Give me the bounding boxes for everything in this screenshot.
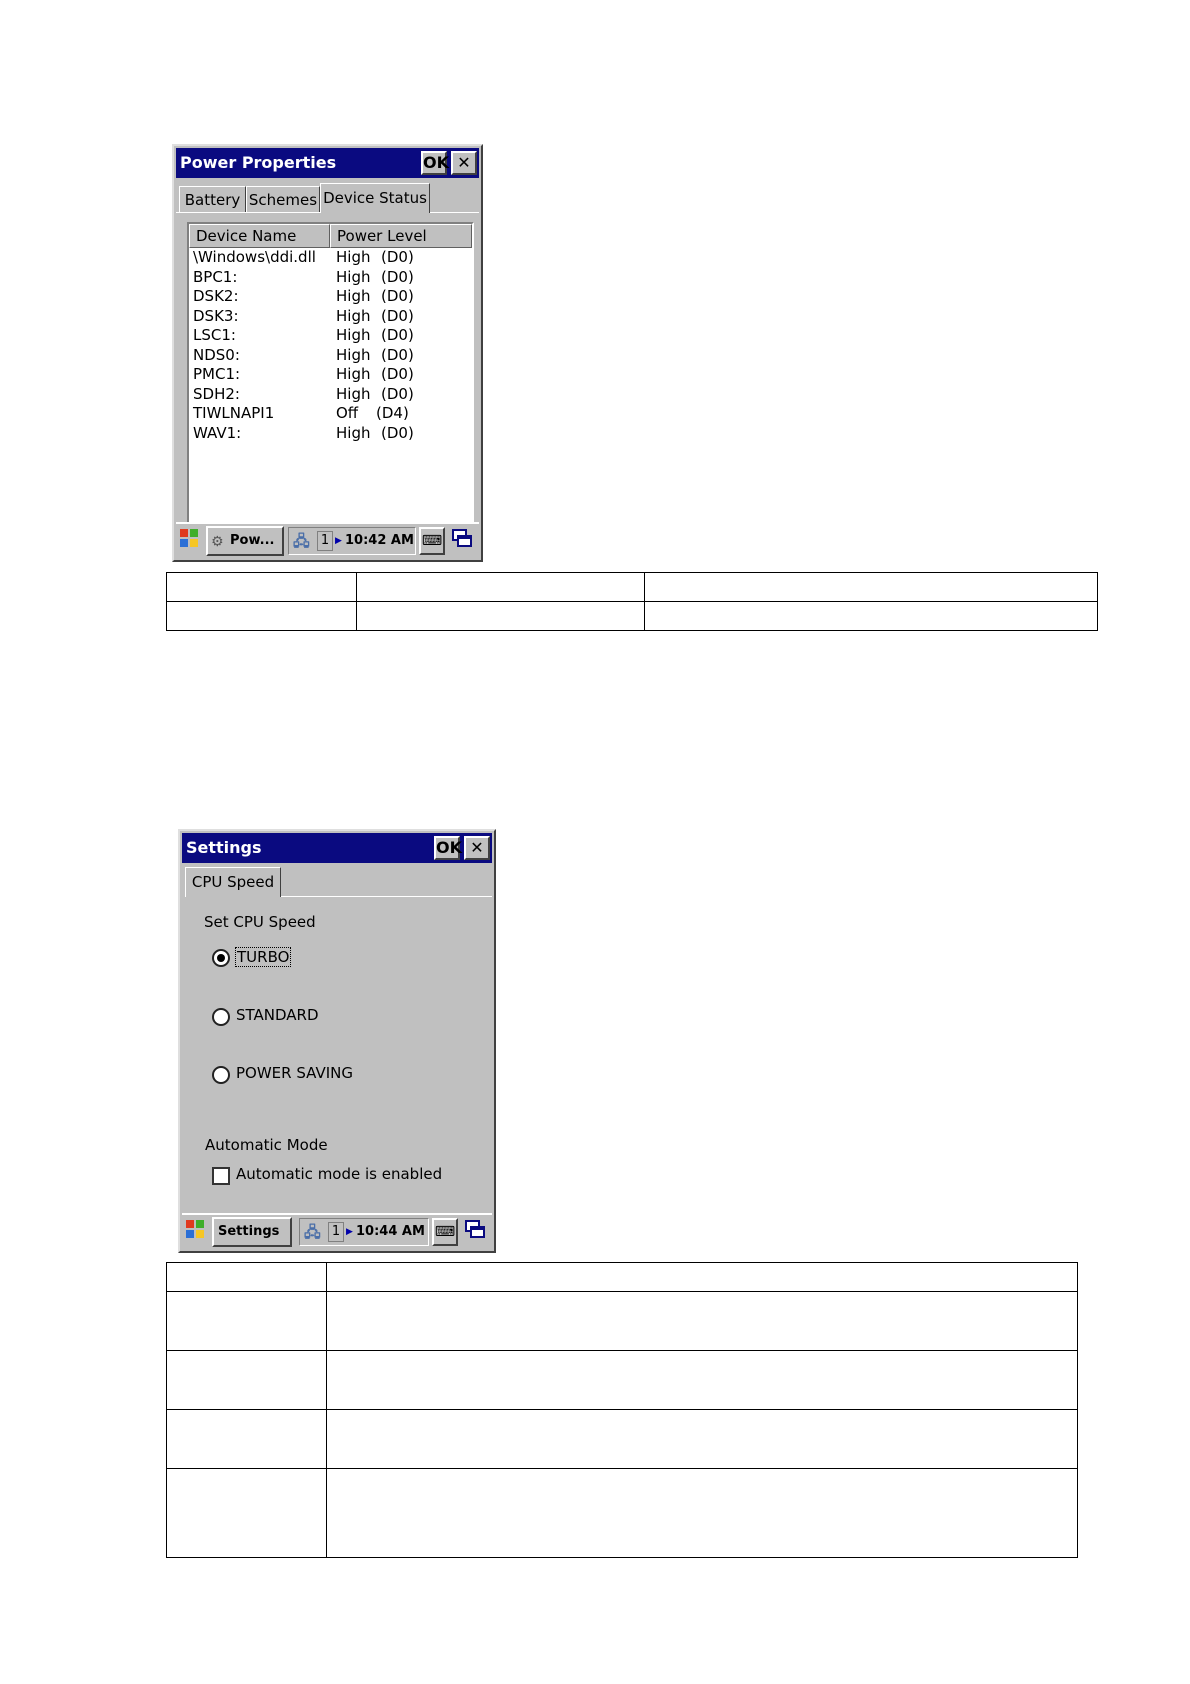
tab-schemes[interactable]: Schemes [246,186,320,212]
power-state: (D0) [381,384,414,403]
settings-window-title: Settings [186,838,262,857]
standard-radio[interactable] [212,1008,230,1026]
start-button[interactable] [178,527,204,555]
start-button[interactable] [184,1218,210,1246]
radio-selected-dot [217,954,225,962]
list-item[interactable] [189,287,472,307]
network-icon[interactable]: 🖧 [304,1223,321,1241]
table-cell [167,1469,327,1558]
tab-device-status[interactable]: Device Status [320,183,430,213]
table-cell [327,1469,1078,1558]
input-indicator[interactable]: 1 [328,1222,344,1242]
power-saving-label[interactable]: POWER SAVING [236,1064,353,1082]
tab-battery[interactable]: Battery [179,186,246,212]
table-cell [167,1351,327,1410]
device-name: DSK2: [193,287,239,305]
taskbar-power-task[interactable] [206,526,284,556]
taskbar-task-label: Settings [218,1224,280,1239]
power-doc-table [166,572,1098,631]
power-state: (D0) [381,365,414,383]
power-state: (D4) [376,404,409,422]
device-name: TIWLNAPI1 [193,404,275,422]
device-name: LSC1: [193,326,236,344]
network-icon[interactable]: 🖧 [293,532,310,550]
device-name: PMC1: [193,365,241,383]
power-level: High [336,267,371,286]
windows-flag-icon [184,1218,206,1240]
power-state: (D0) [381,345,414,364]
column-header-device-name[interactable]: Device Name [189,224,330,248]
turbo-radio[interactable] [212,949,230,967]
list-item[interactable] [189,346,472,366]
power-level: Off [336,404,359,422]
tray-arrow-icon[interactable]: ▶ [346,1227,353,1237]
taskbar-settings-task[interactable] [212,1217,292,1247]
list-item[interactable] [189,326,472,346]
device-name: SDH2: [193,384,240,403]
ok-button[interactable]: OK [434,836,460,860]
power-properties-window [172,144,483,562]
list-item[interactable] [189,248,472,268]
table-cell [645,573,1098,602]
power-level: High [336,326,371,344]
system-tray [299,1218,429,1246]
standard-label[interactable]: STANDARD [236,1006,319,1024]
power-state: (D0) [381,306,414,325]
table-cell [167,1292,327,1351]
gear-icon: ⚙ [211,534,224,550]
device-name: \Windows\ddi.dll [193,248,316,266]
keyboard-icon: ⌨ [434,1224,456,1240]
tab-cpu-speed[interactable]: CPU Speed [185,867,281,897]
device-name: WAV1: [193,423,242,442]
table-cell [167,1410,327,1469]
power-level: High [336,423,371,442]
taskbar-task-label: Pow... [230,533,275,548]
table-cell [327,1351,1078,1410]
cpu-speed-section-title: Set CPU Speed [204,913,316,931]
input-indicator[interactable]: 1 [317,531,333,551]
close-button[interactable]: ✕ [451,151,477,175]
turbo-label[interactable]: TURBO [237,948,290,966]
table-cell [357,573,645,602]
keyboard-icon: ⌨ [421,533,443,549]
keyboard-button[interactable] [432,1218,458,1246]
table-cell [327,1292,1078,1351]
settings-window-titlebar [182,833,492,863]
list-item[interactable] [189,365,472,385]
list-item[interactable] [189,404,472,424]
tray-arrow-icon[interactable]: ▶ [335,536,342,546]
power-state: (D0) [381,287,414,305]
clock: 10:44 AM [356,1224,425,1239]
power-window-title: Power Properties [180,153,337,172]
clock: 10:42 AM [345,533,414,548]
power-level: High [336,345,371,364]
desktop-button[interactable] [461,1218,489,1246]
settings-doc-table [166,1262,1078,1558]
table-cell [645,602,1098,631]
ok-button[interactable]: OK [421,151,447,175]
power-state: (D0) [381,326,414,344]
automatic-mode-section-title: Automatic Mode [205,1136,328,1154]
table-cell [167,1263,327,1292]
show-desktop-icon [464,1218,486,1240]
device-name: BPC1: [193,267,238,286]
power-level: High [336,287,371,305]
table-cell [327,1410,1078,1469]
power-level: High [336,384,371,403]
table-cell [327,1263,1078,1292]
power-state: (D0) [381,267,414,286]
automatic-mode-label[interactable]: Automatic mode is enabled [236,1165,443,1183]
system-tray [288,527,416,555]
device-status-list[interactable] [187,222,474,526]
power-saving-radio[interactable] [212,1066,230,1084]
column-header-power-level[interactable]: Power Level [330,224,472,248]
automatic-mode-checkbox[interactable] [212,1167,230,1185]
list-item[interactable] [189,307,472,327]
power-taskbar [176,522,479,558]
windows-flag-icon [178,527,200,549]
list-item[interactable] [189,268,472,288]
list-item[interactable] [189,424,472,444]
table-cell [357,602,645,631]
show-desktop-icon [451,527,473,549]
power-state: (D0) [381,423,414,442]
power-level: High [336,365,371,383]
power-window-titlebar [176,148,479,178]
table-cell [167,573,357,602]
device-name: NDS0: [193,345,240,364]
settings-taskbar [182,1213,492,1249]
device-name: DSK3: [193,306,239,325]
keyboard-button[interactable] [419,527,445,555]
desktop-button[interactable] [448,527,476,555]
power-level: High [336,306,371,325]
power-state: (D0) [381,248,414,266]
power-level: High [336,248,371,266]
table-cell [167,602,357,631]
list-item[interactable] [189,385,472,405]
close-button[interactable]: ✕ [464,836,490,860]
settings-window [178,829,496,1253]
